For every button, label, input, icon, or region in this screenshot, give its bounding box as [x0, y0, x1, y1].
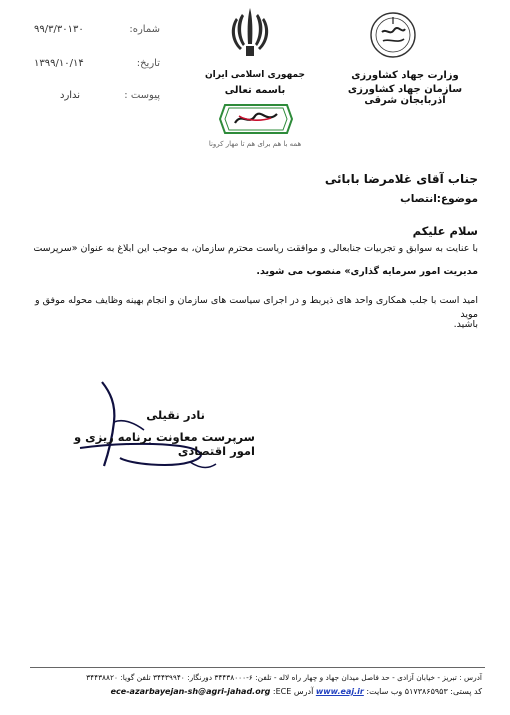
corona-slogan: همه با هم برای هم تا مهار کرونا	[208, 140, 302, 148]
recipient-line: جناب آقای غلامرضا بابائی	[324, 172, 478, 186]
paragraph2-line2: باشید.	[453, 319, 478, 330]
footer-divider	[30, 667, 485, 668]
paragraph1-line1: با عنایت به سوابق و تجربیات جنابعالی و موافقت ریاست محترم سازمان، به موجب این ابلاغ به عنوان «سرپرست	[33, 243, 478, 254]
footer-email[interactable]: ece-azarbayejan-sh@agri-jahad.org	[110, 687, 271, 696]
footer-postal: کد پستی: ۵۱۷۳۸۶۵۹۵۳ وب سایت:	[366, 687, 482, 696]
paragraph2-line1: امید است با جلب همکاری واحد های ذیربط و در اجرای سیاست های سازمان و انجام بهینه وظایف محوله موفق و موید	[35, 295, 478, 320]
footer-email-label: آدرس ECE:	[272, 687, 314, 696]
letter-date-value: ۱۳۹۹/۱۰/۱۴	[34, 58, 84, 69]
signer-title: سرپرست معاونت برنامه ریزی و امور اقتصادی	[74, 430, 255, 458]
handwritten-signature	[60, 378, 250, 476]
signer-name: نادر نقیلی	[146, 408, 205, 422]
footer-website-link[interactable]: www.eaj.ir	[315, 687, 364, 696]
footer-contact	[30, 687, 482, 696]
invocation-text: باسمه تعالی	[224, 85, 286, 96]
greeting-line: سلام علیکم	[412, 224, 478, 238]
republic-title: جمهوری اسلامی ایران	[204, 70, 306, 80]
paragraph1-line2: مدیریت امور سرمایه گذاری» منصوب می شوید.	[256, 266, 478, 277]
attachment-label: پیوست :	[124, 90, 160, 101]
attachment-row	[30, 90, 160, 106]
ministry-name: وزارت جهاد کشاورزی	[351, 70, 459, 81]
production-leap-badge-icon	[219, 104, 293, 134]
letter-number-value: ۹۹/۳/۳۰۱۳۰	[34, 24, 84, 35]
letter-number-label: شماره:	[129, 24, 160, 35]
letter-date-row	[30, 58, 160, 74]
letter-number-row	[30, 24, 160, 40]
organization-name: سازمان جهاد کشاورزی آذربایجان شرقی	[347, 84, 463, 106]
footer-address: آدرس : تبریز - خیابان آزادی - حد فاصل میدان جهاد و چهار راه لاله - تلفن: ۶-۳۴۴۳۸۰۰۰ دورنگار: ۳۴۴۳۹۹۴۰ تلفن گویا: ۳۴۴۳۸۸۲۰	[86, 673, 482, 682]
ministry-logo-icon	[368, 10, 418, 60]
letter-date-label: تاریخ:	[136, 58, 160, 69]
subject-line: موضوع:انتصاب	[400, 193, 478, 205]
attachment-value: ندارد	[60, 90, 81, 101]
iran-emblem-icon	[228, 6, 272, 58]
